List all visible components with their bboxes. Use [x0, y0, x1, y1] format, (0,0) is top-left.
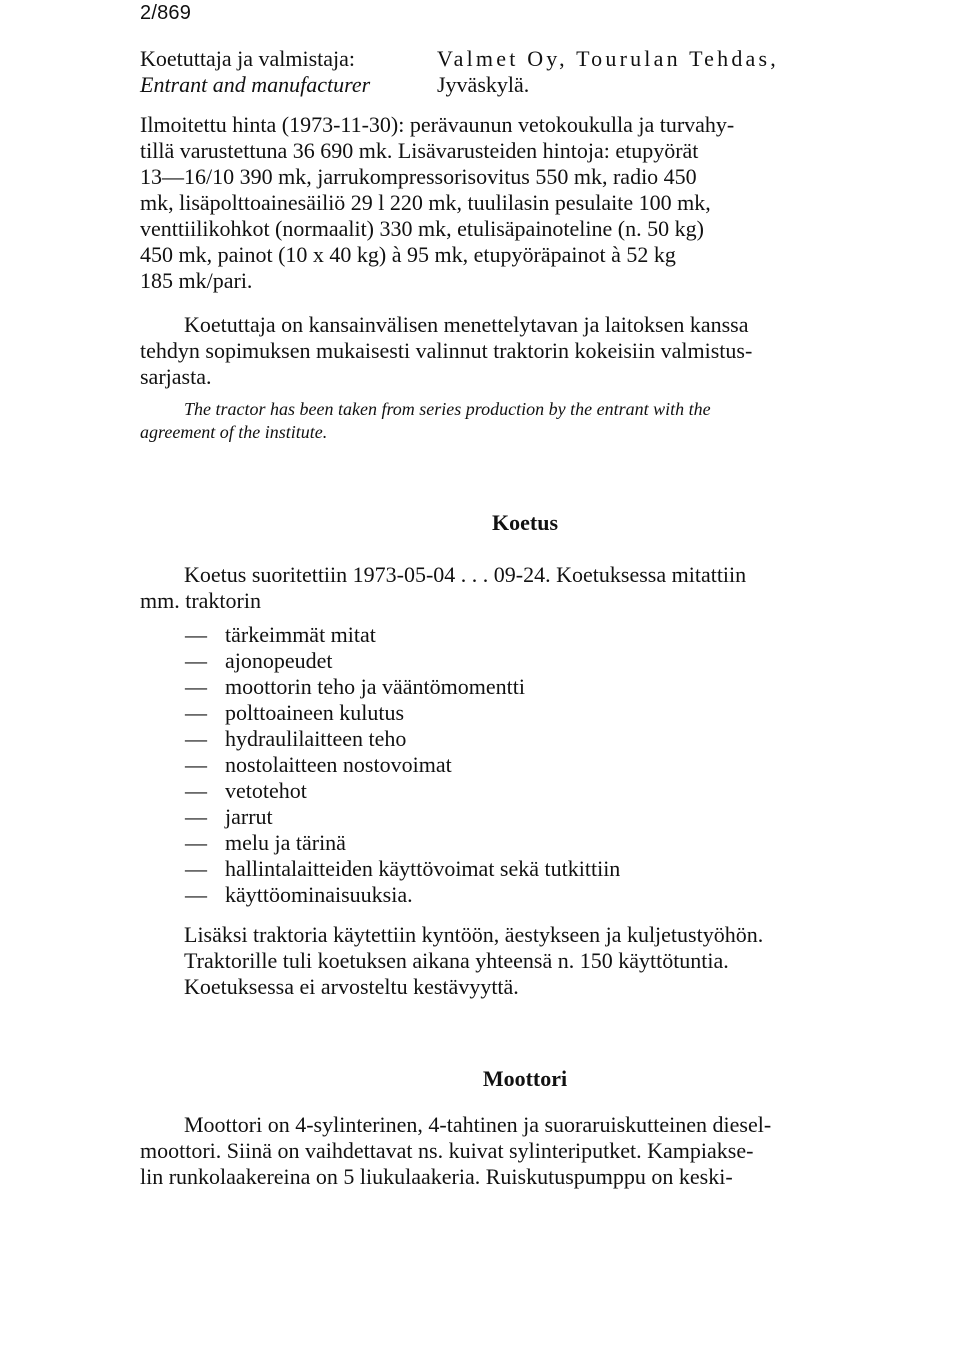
manufacturer-name: Valmet Oy, Tourulan Tehdas, [437, 46, 779, 71]
koetus-intro [140, 562, 910, 614]
list-item [185, 830, 620, 856]
price-line: tillä varustettuna 36 690 mk. Lisävarusteiden hintoja: etupyörät [140, 138, 699, 163]
dash-marker: — [185, 882, 207, 907]
measurement-list [185, 622, 620, 908]
koetus-closing-line: Koetuksessa ei arvosteltu kestävyyttä. [184, 974, 519, 999]
list-item [185, 882, 620, 908]
manufacturer-city: Jyväskylä. [437, 72, 530, 97]
list-item [185, 622, 620, 648]
moottori-line: lin runkolaakereina on 5 liukulaakeria. Ruiskutuspumppu on keski- [140, 1164, 733, 1189]
price-line: 185 mk/pari. [140, 268, 253, 293]
dash-marker: — [185, 752, 207, 777]
entrant-label-fi: Koetuttaja ja valmistaja: [140, 46, 356, 71]
list-item [185, 856, 620, 882]
dash-marker: — [185, 830, 207, 855]
koetus-closing-line: Traktorille tuli koetuksen aikana yhteensä n. 150 käyttötuntia. [184, 948, 729, 973]
list-item-text: ajonopeudet [225, 648, 333, 673]
list-item [185, 700, 620, 726]
list-item-text: polttoaineen kulutus [225, 700, 405, 725]
list-item [185, 648, 620, 674]
list-item-text: moottorin teho ja vääntömomentti [225, 674, 525, 699]
koetus-intro-line: mm. traktorin [140, 588, 261, 613]
koetus-intro-line: Koetus suoritettiin 1973-05-04 . . . 09-24. Koetuksessa mitattiin [184, 562, 747, 587]
entrant-header [140, 46, 910, 98]
moottori-line: Moottori on 4-sylinterinen, 4-tahtinen ja suoraruiskutteinen diesel- [184, 1112, 772, 1137]
dash-marker: — [185, 778, 207, 803]
manufacturer-row [140, 72, 910, 98]
moottori-line: moottori. Siinä on vaihdettavat ns. kuivat sylinteriputket. Kampiakse- [140, 1138, 754, 1163]
price-line: Ilmoitettu hinta (1973-11-30): perävaunun vetokoukulla ja turvahy- [140, 112, 735, 137]
entrant-label-en: Entrant and manufacturer [140, 72, 371, 97]
koetus-closing-line: Lisäksi traktoria käytettiin kyntöön, äestykseen ja kuljetustyöhön. [184, 922, 764, 947]
list-item [185, 752, 620, 778]
dash-marker: — [185, 648, 207, 673]
dash-marker: — [185, 674, 207, 699]
dash-marker: — [185, 856, 207, 881]
list-item [185, 778, 620, 804]
selection-english-line: agreement of the institute. [140, 422, 328, 442]
selection-line: sarjasta. [140, 364, 212, 389]
entrant-row [140, 46, 910, 72]
list-item-text: melu ja tärinä [225, 830, 346, 855]
koetus-heading: Koetus [492, 510, 558, 535]
list-item-text: vetotehot [225, 778, 307, 803]
list-item-text: hydraulilaitteen teho [225, 726, 407, 751]
selection-english-line: The tractor has been taken from series production by the entrant with the [184, 399, 711, 419]
price-line: 450 mk, painot (10 x 40 kg) à 95 mk, etupyöräpainot à 52 kg [140, 242, 676, 267]
list-item-text: nostolaitteen nostovoimat [225, 752, 452, 777]
list-item-text: hallintalaitteiden käyttövoimat sekä tutkittiin [225, 856, 621, 881]
list-item [185, 726, 620, 752]
list-item-text: tärkeimmät mitat [225, 622, 376, 647]
dash-marker: — [185, 726, 207, 751]
selection-line: tehdyn sopimuksen mukaisesti valinnut traktorin kokeisiin valmistus- [140, 338, 753, 363]
dash-marker: — [185, 700, 207, 725]
moottori-heading: Moottori [482, 1066, 568, 1091]
dash-marker: — [185, 804, 207, 829]
moottori-paragraph [140, 1112, 910, 1190]
price-line: 13—16/10 390 mk, jarrukompressorisovitus 550 mk, radio 450 [140, 164, 697, 189]
koetus-closing [140, 922, 910, 1000]
price-paragraph [140, 112, 910, 294]
page-number: 2/869 [140, 2, 192, 24]
dash-marker: — [185, 622, 207, 647]
selection-line: Koetuttaja on kansainvälisen menettelytavan ja laitoksen kanssa [184, 312, 749, 337]
price-line: mk, lisäpolttoainesäiliö 29 l 220 mk, tuulilasin pesulaite 100 mk, [140, 190, 711, 215]
list-item [185, 804, 620, 830]
selection-paragraph [140, 312, 910, 390]
list-item [185, 674, 620, 700]
list-item-text: käyttöominaisuuksia. [225, 882, 413, 907]
list-item-text: jarrut [225, 804, 273, 829]
selection-english [140, 398, 910, 444]
price-line: venttiilikohkot (normaalit) 330 mk, etulisäpainoteline (n. 50 kg) [140, 216, 704, 241]
